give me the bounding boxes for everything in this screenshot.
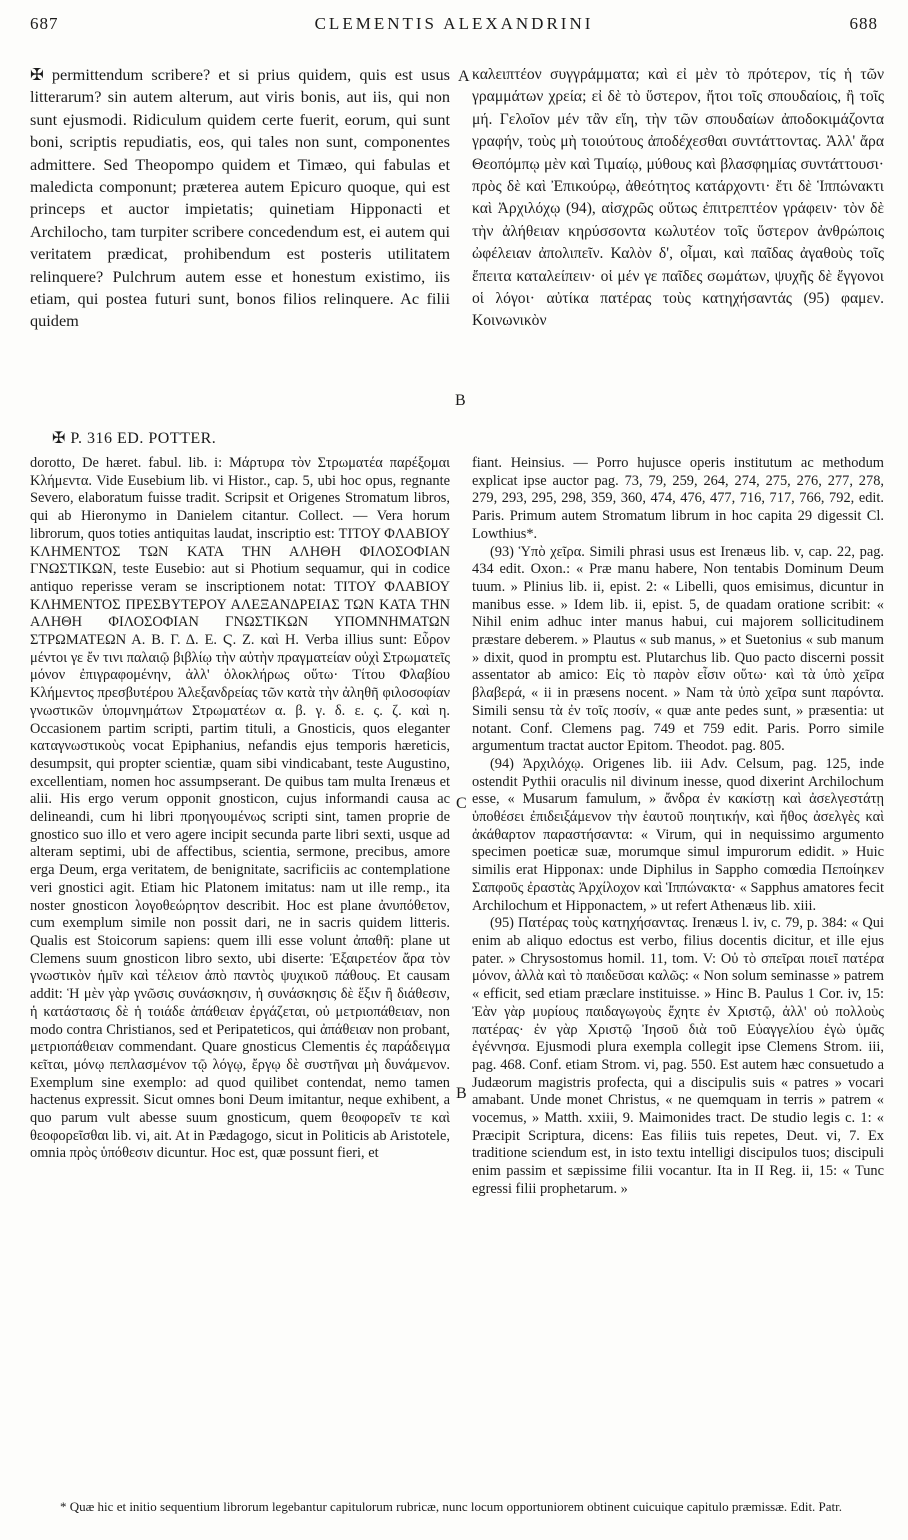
margin-marker-c: C	[456, 795, 467, 812]
footnote	[30, 1499, 890, 1515]
left-page-number: 687	[30, 14, 59, 33]
latin-main-text	[30, 64, 450, 333]
note-93: (93) Ὑπὸ χεῖρα. Simili phrasi usus est Irenæus lib. v, cap. 22, pag. 434 edit. Oxon.: « Præ manu habere, Non tentabis Dominum Deum tuum. » Plinius lib. ii, epist. 2: « Libelli, quos emisimus, dicuntur in manibus esse. » Idem lib. ii, epist. 5, de quadam oratione scribit: « Nihil enim adhuc inter manus habui, cui majorem sollicitudinem præstare deberem. » Plautus « sub manus, » et Suetonius « sub manum » dixit, quod in promptu est. Plutarchus lib. Quo pacto discerni possit assentator ab amico: Εἰς τὸ παρὸν εἶσιν οὕτω· καὶ τὰ ὑπὸ χεῖρα βλαβερά, « ii in præsens nocent. » Nam τὰ ὑπὸ χεῖρα sunt παρόντα. Simili sensu τὰ ἐν τοῖς ποσίν, « quæ ante pedes sunt, » præsentia: ut notant. Conf. Clemens pag. 749 et 759 edit. Paris. Porro simile argumentum tractat auctor Epitom. Theodot. pag. 805.	[472, 543, 884, 755]
margin-marker-b: B	[455, 392, 466, 409]
margin-marker-a: A	[458, 68, 470, 85]
running-title: CLEMENTIS ALEXANDRINI	[314, 14, 594, 33]
notes-right-column	[472, 455, 884, 1199]
notes-left-column	[30, 455, 450, 1163]
edition-reference: ✠ P. 316 ED. POTTER.	[52, 430, 217, 447]
greek-main-text	[472, 64, 884, 333]
note-paragraph: dorotto, De hæret. fabul. lib. i: Μάρτυρα τὸν Στρωματέα παρέξομαι Κλήμεντα. Vide Eusebium lib. vi Histor., cap. 5, ubi hoc opus, regnante Severo, elaboratum fuisse tradit. Scripsit et Origenes Stromatum libros, qui ab Hieronymo in Danielem citantur. Collect. — Vera horum librorum, quos toties antiquitas laudat, inscriptio est: ΤΙΤΟΥ ΦΛΑΒΙΟΥ ΚΛΗΜΕΝΤΟΣ ΤΩΝ ΚΑΤΑ ΤΗΝ ΑΛΗΘΗ ΦΙΛΟΣΟΦΙΑΝ ΓΝΩΣΤΙΚΩΝ, teste Eusebio: aut si Photium sequamur, qui in codice antiquo reperisse veram se inscriptionem notat: ΤΙΤΟΥ ΦΛΑΒΙΟΥ ΚΛΗΜΕΝΤΟΣ ΠΡΕΣΒΥΤΕΡΟΥ ΑΛΕΞΑΝΔΡΕΙΑΣ ΤΩΝ ΚΑΤΑ ΤΗΝ ΑΛΗΘΗ ΦΙΛΟΣΟΦΙΑΝ ΓΝΩΣΤΙΚΩΝ ΥΠΟΜΝΗΜΑΤΩΝ ΣΤΡΩΜΑΤΕΩΝ Α. Β. Γ. Δ. Ε. Ϛ. Ζ. καὶ Η. Verba illius sunt: Εὗρον μέντοι γε ἔν τινι παλαιῷ βιβλίῳ τὴν αὐτὴν πραγματείαν οὐχὶ Στρωματεῖς μόνον ἐπιγραφομένην, ἀλλ' ὁλοκλήρως οὕτω· Τίτου Φλαβίου Κλήμεντος πρεσβυτέρου Ἀλεξανδρείας τῶν κατὰ τὴν ἀληθῆ φιλοσοφίαν γνωστικῶν ὑπομνημάτων Στρωματέων α. β. γ. δ. ε. ς. ζ. καὶ η. Occasionem partim scripti, partim tituli, a Gnosticis, quos eleganter καταγνωστικοὺς vocat Epiphanius, nefandis ejus temporis hæreticis, desumpsit, qui propter scientiæ, quam sibi vindicabant, teste Augustino, excellentiam, nomen hoc assumpserant. De quibus tam multa Irenæus et alii. His ergo verum opponit gnosticon, cujus informandi causa ac delineandi, cum hi libri προηγουμένως scripti sint, tamen proprie de gnostico suo illo et vero agere incipit secunda parte libri sexti, usque ad alteram septimi, ubi de affectibus, scientia, sermone, precibus, amore erga Deum, erga veritatem, de benignitate, sacrificiis ac contemplatione veri gnostici agit. Etiam hic Platonem imitatus: nam ut ille remp., ita noster gnosticon λογοθεώρητον describit. Hoc est plane ἀνυπόθετον, cum exemplum simile non possit dari, ne in sacris quidem litteris. Qualis est Stoicorum sapiens: quem illi esse volunt ἀπαθῆ: plane ut Clemens suum gnosticon libro sexto, ubi diserte: Ἐξαιρετέον ἄρα τὸν γνωστικὸν ἡμῖν καὶ τέλειον ἀπὸ παντὸς ψυχικοῦ πάθους. Et causam addit: Ἡ μὲν γὰρ γνῶσις συνάσκησιν, ἡ συνάσκησις δὲ ἕξιν ἢ διάθεσιν, ἡ κατάστασις δὲ ἡ τοιάδε ἀπάθειαν ἐργάζεται, οὐ μετριοπάθειαν, non modo contra Christianos, sed et Peripateticos, qui ἀπάθειαν non probant, μετριοπάθειαν commendant. Quare gnosticus Clementis ἐς παράδειγμα κεῖται, μόνῳ πεπλασμένον τῷ λόγῳ, ἔργῳ δὲ συστῆναι μὴ δυνάμενον. Exemplum sine exemplo: ad quod quilibet contendat, nemo tamen hactenus expressit. Sicut omnes boni Deum imitantur, neque exhibent, a quo parum vult abesse suum gnosticum, quem θεοφορεῖν τε καὶ θεοφορεῖσθαι lib. vi, ait. At in Pædagogo, sicut in Politicis ab Aristotele, omnia πρὸς ὑπόθεσιν dicuntur. Hoc est, quæ possunt fieri, et	[30, 455, 450, 1162]
margin-marker-b-lower: B	[456, 1085, 467, 1102]
note-95: (95) Πατέρας τοὺς κατηχήσαντας. Irenæus l. iv, c. 79, p. 384: « Qui enim ab aliquo edoctus est verbo, filius docentis dicitur, et ille ejus pater. » Chrysostomus homil. 11, tom. V: Οὐ τὸ σπεῖραι ποιεῖ πατέρα μόνον, ἀλλὰ καὶ τὸ παιδεῦσαι καλῶς: « Non solum seminasse » patrem « efficit, sed etiam præclare instituisse. » Hinc B. Paulus 1 Cor. iv, 15: Ἐὰν γὰρ μυρίους παιδαγωγοὺς ἔχητε ἐν Χριστῷ, ἀλλ' οὐ πολλοὺς πατέρας· ἐν γὰρ Χριστῷ Ἰησοῦ διὰ τοῦ Εὐαγγελίου ἐγὼ ὑμᾶς ἐγέννησα. Ejusmodi plura exempla collegit ipse Clemens Strom. iii, pag. 468. Conf. etiam Strom. vi, pag. 550. Est autem hæc consuetudo a Judæorum magistris profecta, qui a discipulis suis « patres » vocari amabant. Unde monet Christus, « ne quemquam in terris » patrem « vocemus, » Matth. xxiii, 9. Maimonides tract. De studio legis c. 1: « Præcipit Scriptura, dicens: Eas filiis tuis repetes, Deut. vi, 7. Ex traditione sciendum est, in isto textu intelligi discipulos tuos; discipuli enim passim et sæpissime filii vocantur. Ita in II Reg. ii, 15: « Tunc egressi filii prophetarum. »	[472, 915, 884, 1197]
note-94: (94) Ἀρχιλόχῳ. Origenes lib. iii Adv. Celsum, pag. 125, inde ostendit Pythii oraculis nil divinum inesse, quod dixerint Archilochum esse, « Musarum famulum, » ἄνδρα ἐν κακίστῃ καὶ ἀσελγεστάτῃ ὑποθέσει ἐπιδειξάμενον τὴν ἑαυτοῦ ποιητικήν, καὶ ἤθος ἀσελγὲς καὶ ἀκάθαρτον παραστήσαντα: « Virum, qui in nequissimo argumento specimen poeticæ suæ, morumque simul impurorum edidit. » Huic similis erat Hipponax: unde Diphilus in Sappho comœdia Πεποίηκεν Σαπφοῦς ἐραστὰς Ἀρχίλοχον καὶ Ἱππώνακτα· « Sapphus amatores fecit Archilochum et Hipponactem, » ut refert Athenæus lib. xiii.	[472, 755, 884, 914]
note-paragraph: fiant. Heinsius. — Porro hujusce operis institutum ac methodum explicat ipse auctor pag. 73, 79, 259, 264, 274, 275, 276, 277, 278, 279, 293, 295, 298, 359, 360, 474, 476, 477, 716, 717, 766, 792, edit. Paris. Primum autem Stromatum librum in hoc capita 29 digessit Cl. Lowthius*.	[472, 455, 884, 542]
latin-paragraph: ✠ permittendum scribere? et si prius quidem, quis est usus litterarum? sin autem alterum, aut viris bonis, aut iis, qui non sunt ejusmodi. Ridiculum quidem certe fuerit, eorum, qui sunt boni, scriptis repudiatis, eos, qui tales non sunt, componentes admittere. Sed Theopompo quidem et Timæo, qui fabulas et maledicta componunt; præterea autem Epicuro quoque, qui est princeps et auctor impietatis; quinetiam Hipponacti et Archilocho, tam turpiter scribere concedendum est, ei autem qui veritatem prædicat, prohibendum est posteris utilitatem relinquere? Pulchrum autem esse et honestum existimo, iis etiam, qui postea futuri sunt, bonos filios relinquere. Ac filii quidem	[30, 65, 450, 331]
greek-paragraph: καλειπτέον συγγράμματα; καὶ εἰ μὲν τὸ πρότερον, τίς ἡ τῶν γραμμάτων χρεία; εἰ δὲ τὸ ὕστερον, ἤτοι τοῖς σπουδαίοις, ἢ τοῖς μή. Γελοῖον μέν τἂν εἴη, τὴν τῶν σπουδαίων ἀποδοκιμάζοντα γραφήν, τοὺς μὴ τοιούτους ἀποδέχεσθαι συντάττοντας. Ἀλλ' ἄρα Θεοπόμπῳ μὲν καὶ Τιμαίῳ, μύθους καὶ βλασφημίας συντάττουσι· πρὸς δὲ καὶ Ἐπικούρῳ, ἀθεότητος κατάρχοντι· ἔτι δὲ Ἱππώνακτι καὶ Ἀρχιλόχῳ (94), αἰσχρῶς οὕτως ἐπιτρεπτέον γράφειν· τὸν δὲ τὴν ἀλήθειαν κηρύσσοντα κωλυτέον τοῖς ὕστερον ἀνθρώποις ὠφέλειαν ἀπολιπεῖν. Καλὸν δ', οἶμαι, καὶ παῖδας ἀγαθοὺς τοῖς ἔπειτα καταλείπειν· οἱ μέν γε παῖδες σωμάτων, ψυχῆς δὲ ἔγγονοι οἱ λόγοι· αὐτίκα πατέρας τοὺς κατηχήσαντάς (95) φαμεν. Κοινωνικὸν	[472, 66, 884, 330]
footnote-text: * Quæ hic et initio sequentium librorum legebantur capitulorum rubricæ, nunc locum opportuniorem obtinent cuicuique capitulo præmissæ. Edit. Patr.	[60, 1499, 843, 1514]
right-page-number: 688	[849, 14, 878, 33]
running-header	[30, 14, 878, 40]
